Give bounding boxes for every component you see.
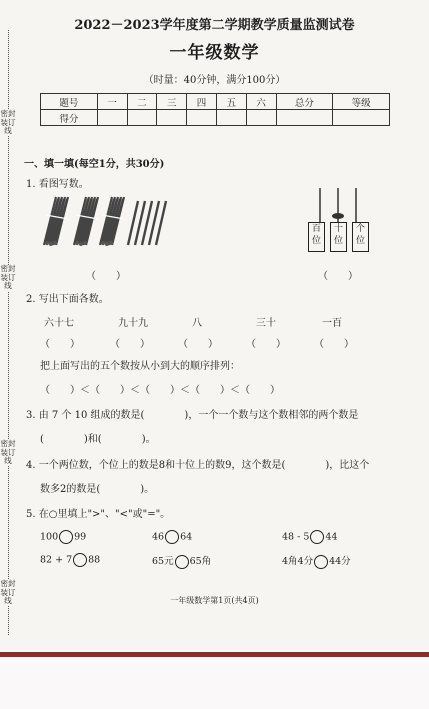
page-footer: 一年级数学第1页(共4页) (170, 596, 259, 605)
compare-left: 4角4分 (282, 556, 314, 567)
compare-circle[interactable] (59, 530, 73, 544)
stick-bundles-image (40, 195, 175, 250)
compare-item-6 (282, 553, 351, 569)
score-input-cell[interactable] (97, 110, 127, 126)
score-input-cell[interactable] (157, 110, 187, 126)
compare-left: 65元 (152, 556, 174, 567)
score-input-cell[interactable] (333, 110, 390, 126)
compare-left: 82 + 7 (40, 554, 73, 566)
stick-bundle-3 (100, 197, 124, 245)
answer-blank[interactable]: （ ） (110, 339, 150, 350)
score-header-cell: 题号 (41, 94, 98, 110)
compare-left: 46 (152, 531, 165, 543)
score-input-cell[interactable] (187, 110, 217, 126)
compare-left: 48 - 5 (282, 531, 310, 543)
single-sticks (128, 201, 166, 245)
compare-right: 99 (74, 531, 87, 543)
compare-item-2 (152, 530, 192, 544)
compare-circle[interactable] (310, 530, 324, 544)
exam-info: （时量：40分钟，满分100分） (143, 75, 286, 86)
question-4-line-1: 4. 一个两位数，个位上的数是8和十位上的数9，这个数是( )，比这个 (26, 460, 370, 471)
question-5-label: 5. 在○里填上">"、"<"或"="。 (26, 509, 171, 520)
score-header-row (41, 94, 390, 110)
score-header-cell: 二 (127, 94, 157, 110)
score-input-cell[interactable] (216, 110, 246, 126)
compare-right: 44分 (329, 556, 351, 567)
score-header-cell: 五 (216, 94, 246, 110)
number-word-4: 三十 (256, 318, 276, 329)
answer-blank[interactable]: （ ） (178, 339, 218, 350)
score-header-cell: 六 (246, 94, 276, 110)
compare-left: 100 (40, 531, 59, 543)
answer-paren-2[interactable]: （ ） (318, 271, 358, 282)
compare-item-3 (282, 530, 337, 544)
answer-paren-1[interactable]: （ ） (86, 271, 126, 282)
question-4-line-2[interactable]: 数多2的数是( )。 (40, 484, 155, 495)
ordering-blanks[interactable]: （ ）＜（ ）＜（ ）＜（ ）＜（ ） (40, 385, 280, 396)
abacus-label-tens: 十位 (330, 222, 347, 252)
compare-right: 64 (180, 531, 193, 543)
side-label-3: 密封装订线 (0, 439, 16, 465)
red-edge-line (0, 652, 429, 657)
exam-subject: 一年级数学 (169, 43, 260, 63)
answer-blank[interactable]: （ ） (246, 339, 286, 350)
ordering-instruction: 把上面写出的五个数按从小到大的顺序排列： (40, 361, 240, 372)
score-input-cell[interactable] (276, 110, 333, 126)
compare-circle[interactable] (165, 530, 179, 544)
compare-right: 65角 (189, 556, 212, 567)
score-value-row (41, 110, 390, 126)
side-label-1: 密封装订线 (0, 109, 16, 135)
number-word-3: 八 (192, 318, 202, 329)
question-2-label: 2. 写出下面各数。 (26, 294, 109, 305)
abacus-label-hundreds: 百位 (308, 222, 325, 252)
bottom-margin (0, 650, 429, 709)
compare-circle[interactable] (175, 555, 189, 569)
score-row-label: 得分 (41, 110, 98, 126)
compare-right: 44 (325, 531, 338, 543)
score-input-cell[interactable] (246, 110, 276, 126)
number-word-1: 六十七 (44, 318, 74, 329)
score-header-cell: 一 (97, 94, 127, 110)
score-input-cell[interactable] (127, 110, 157, 126)
compare-item-4 (40, 553, 100, 567)
compare-circle[interactable] (314, 555, 328, 569)
number-word-5: 一百 (322, 318, 342, 329)
abacus-label-ones: 个位 (352, 222, 369, 252)
answer-blank[interactable]: （ ） (314, 339, 354, 350)
question-3-line-1: 3. 由 7 个 10 组成的数是( )，一个一个数与这个数相邻的两个数是 (26, 410, 359, 421)
answer-blank[interactable]: （ ） (40, 339, 80, 350)
score-header-cell: 总分 (276, 94, 333, 110)
compare-right: 88 (88, 554, 101, 566)
side-label-4: 密封装订线 (0, 579, 16, 605)
number-word-2: 九十九 (118, 318, 148, 329)
score-header-cell: 四 (187, 94, 217, 110)
compare-item-1 (40, 530, 86, 544)
question-3-line-2[interactable]: ( )和( )。 (40, 434, 156, 445)
compare-item-5 (152, 553, 211, 569)
score-header-cell: 等级 (333, 94, 390, 110)
stick-bundle-1 (44, 197, 68, 245)
section-heading: 一、填一填(每空1分，共30分) (24, 159, 165, 170)
score-table (40, 93, 390, 126)
score-header-cell: 三 (157, 94, 187, 110)
abacus-bead (332, 213, 344, 219)
exam-title: 2022－2023学年度第二学期教学质量监测试卷 (74, 18, 355, 33)
side-label-2: 密封装订线 (0, 264, 16, 290)
compare-circle[interactable] (73, 553, 87, 567)
question-1-label: 1. 看图写数。 (26, 179, 89, 190)
stick-bundle-2 (74, 197, 98, 245)
